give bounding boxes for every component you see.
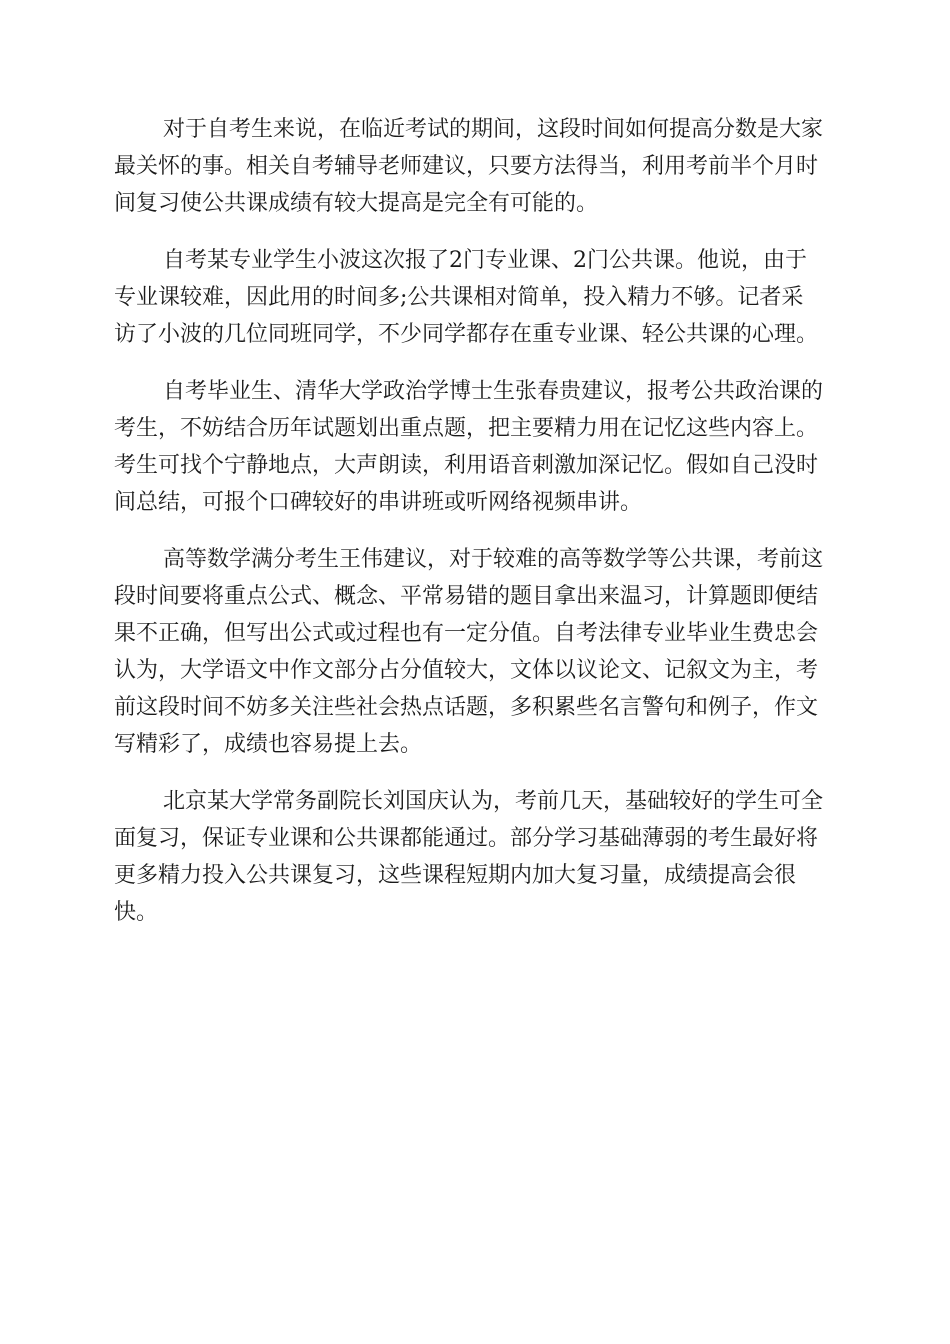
paragraph-line: 最关怀的事。相关自考辅导老师建议，只要方法得当，利用考前半个月时 xyxy=(114,154,819,179)
paragraph-4 xyxy=(114,541,834,763)
paragraph-2 xyxy=(114,242,834,353)
paragraph-line: 快。 xyxy=(114,900,159,925)
paragraph-line: 考生可找个宁静地点，大声朗读，利用语音刺激加深记忆。假如自己没时 xyxy=(114,453,819,478)
paragraph-line: 间总结，可报个口碑较好的串讲班或听网络视频串讲。 xyxy=(114,490,643,515)
paragraph-line: 对于自考生来说，在临近考试的期间，这段时间如何提高分数是大家 xyxy=(163,117,824,142)
paragraph-line: 面复习，保证专业课和公共课都能通过。部分学习基础薄弱的考生最好将 xyxy=(114,826,819,851)
paragraph-line: 自考某专业学生小波这次报了2门专业课、2门公共课。他说，由于 xyxy=(163,248,807,273)
paragraph-line: 北京某大学常务副院长刘国庆认为，考前几天，基础较好的学生可全 xyxy=(163,789,824,814)
paragraph-line: 写精彩了，成绩也容易提上去。 xyxy=(114,732,423,757)
paragraph-line: 更多精力投入公共课复习，这些课程短期内加大复习量，成绩提高会很 xyxy=(114,863,797,888)
paragraph-line: 高等数学满分考生王伟建议，对于较难的高等数学等公共课，考前这 xyxy=(163,547,824,572)
article-body xyxy=(114,111,834,951)
paragraph-line: 果不正确，但写出公式或过程也有一定分值。自考法律专业毕业生费忠会 xyxy=(114,621,819,646)
paragraph-line: 专业课较难，因此用的时间多;公共课相对简单，投入精力不够。记者采 xyxy=(114,285,804,310)
paragraph-line: 考生，不妨结合历年试题划出重点题，把主要精力用在记忆这些内容上。 xyxy=(114,416,819,441)
paragraph-3 xyxy=(114,373,834,521)
paragraph-line: 间复习使公共课成绩有较大提高是完全有可能的。 xyxy=(114,191,599,216)
paragraph-line: 自考毕业生、清华大学政治学博士生张春贵建议，报考公共政治课的 xyxy=(163,379,824,404)
paragraph-line: 段时间要将重点公式、概念、平常易错的题目拿出来温习，计算题即便结 xyxy=(114,584,819,609)
paragraph-line: 认为，大学语文中作文部分占分值较大，文体以议论文、记叙文为主，考 xyxy=(114,658,819,683)
paragraph-1 xyxy=(114,111,834,222)
paragraph-line: 访了小波的几位同班同学，不少同学都存在重专业课、轻公共课的心理。 xyxy=(114,322,819,347)
paragraph-line: 前这段时间不妨多关注些社会热点话题，多积累些名言警句和例子，作文 xyxy=(114,695,819,720)
paragraph-5 xyxy=(114,783,834,931)
